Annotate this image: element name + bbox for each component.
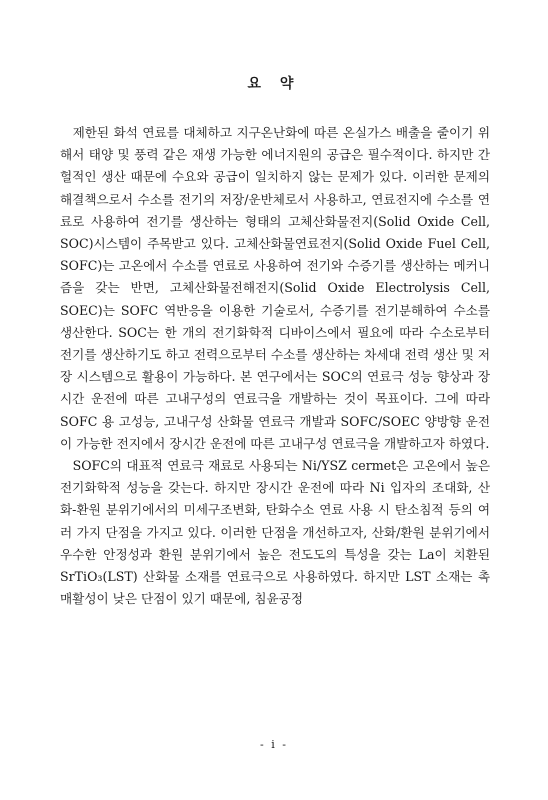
paragraph-1: 제한된 화석 연료를 대체하고 지구온난화에 따른 온실가스 배출을 줄이기 위해서 태양 및 풍력 같은 재생 가능한 에너지원의 공급은 필수적이다. 하지만 간헐적인 생산 때문에 수요와 공급이 일치하지 않는 문제가 있다. 이러한 문제의 해결책으로서 수소를 전기의 저장/운반체로서 사용하고, 연료전지에 수소를 연료로 사용하여 전기를 생산하는 형태의 고체산화물전지(Solid Oxide Cell, SOC)시스템이 주목받고 있다. 고체산화물연료전지(Solid Oxide Fuel Cell, SOFC)는 고온에서 수소를 연료로 사용하여 전기와 수증기를 생산하는 메커니즘을 갖는 반면, 고체산화물전해전지(Solid Oxide Electrolysis Cell, SOEC)는 SOFC 역반응을 이용한 기술로서, 수증기를 전기분해하여 수소를 생산한다. SOC는 한 개의 전기화학적 디바이스에서 필요에 따라 수소로부터 전기를 생산하기도 하고 전력으로부터 수소를 생산하는 차세대 전력 생산 및 저장 시스템으로 활용이 가능하다. 본 연구에서는 SOC의 연료극 성능 향상과 장시간 운전에 따른 고내구성의 연료극을 개발하는 것이 목표이다. 그에 따라 SOFC 용 고성능, 고내구성 산화물 연료극 개발과 SOFC/SOEC 양방향 운전이 가능한 전지에서 장시간 운전에 따른 고내구성 연료극을 개발하고자 하였다. (60, 125, 490, 451)
paragraph-2: SOFC의 대표적 연료극 재료로 사용되는 Ni/YSZ cermet은 고온에서 높은 전기화학적 성능을 갖는다. 하지만 장시간 운전에 따라 Ni 입자의 조대화, 산화-환원 분위기에서의 미세구조변화, 탄화수소 연료 사용 시 탄소침적 등의 여러 가지 단점을 가지고 있다. 이러한 단점을 개선하고자, 산화/환원 분위기에서 우수한 안정성과 환원 분위기에서 높은 전도도의 특성을 갖는 La이 치환된 SrTiO₃(LST) 산화물 소재를 연료극으로 사용하였다. 하지만 LST 소재는 촉매활성이 낮은 단점이 있기 때문에, 침윤공정 (60, 458, 490, 607)
abstract-body (60, 122, 490, 610)
page-title: 요 약 (247, 76, 301, 92)
page-number: - i - (260, 738, 288, 751)
